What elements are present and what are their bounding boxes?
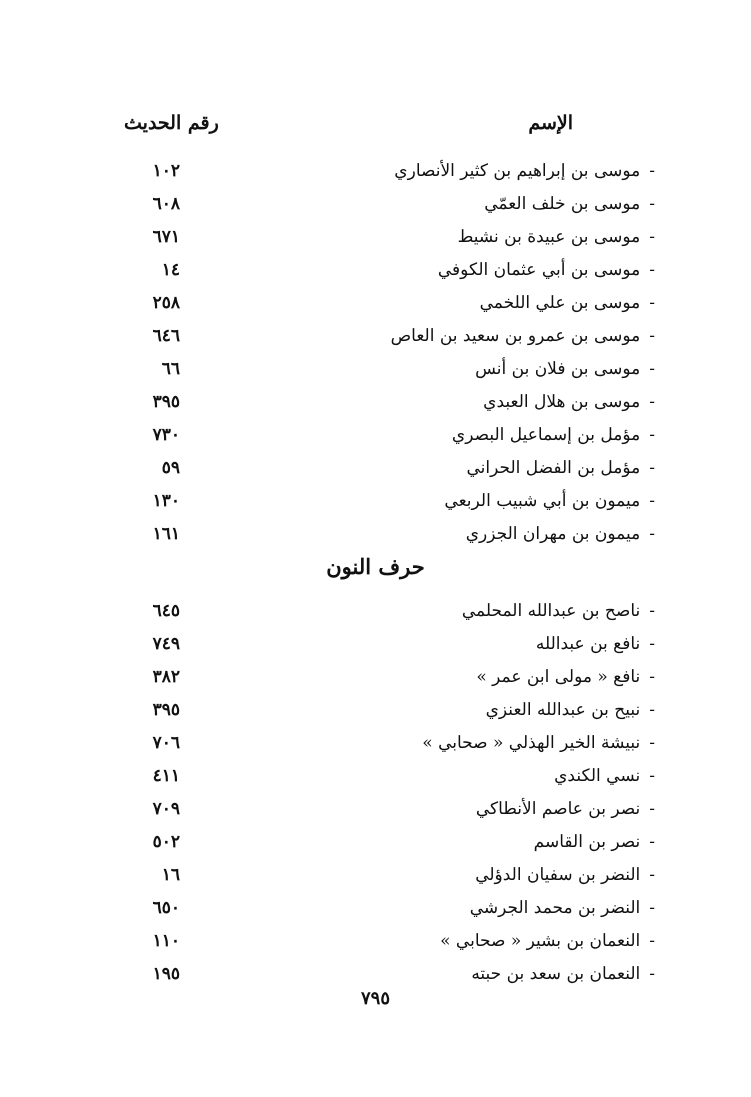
entry-number: ١٤ bbox=[161, 260, 180, 280]
entry-dash: - bbox=[649, 227, 655, 247]
entry-number: ٢٥٨ bbox=[152, 293, 180, 313]
list-item bbox=[0, 256, 751, 288]
entry-number: ١١٠ bbox=[152, 931, 180, 951]
entry-dash: - bbox=[649, 865, 655, 885]
entry-name: نسي الكندي bbox=[554, 766, 641, 786]
entry-number: ٣٨٢ bbox=[152, 667, 180, 687]
entry-dash: - bbox=[649, 700, 655, 720]
entry-number: ٦٧١ bbox=[152, 227, 180, 247]
list-item bbox=[0, 157, 751, 189]
section-title: حرف النون bbox=[326, 554, 425, 579]
entry-dash: - bbox=[649, 766, 655, 786]
entry-dash: - bbox=[649, 425, 655, 445]
entry-name: نصر بن القاسم bbox=[533, 832, 641, 852]
entry-dash: - bbox=[649, 931, 655, 951]
list-item bbox=[0, 894, 751, 926]
entry-dash: - bbox=[649, 898, 655, 918]
list-item bbox=[0, 762, 751, 794]
entry-number: ٦٥٠ bbox=[152, 898, 180, 918]
list-item bbox=[0, 927, 751, 959]
entry-dash: - bbox=[649, 733, 655, 753]
entry-dash: - bbox=[649, 634, 655, 654]
entry-number: ١٦١ bbox=[152, 524, 180, 544]
entry-dash: - bbox=[649, 491, 655, 511]
entry-name: ميمون بن مهران الجزري bbox=[465, 524, 641, 544]
entry-number: ١٣٠ bbox=[152, 491, 180, 511]
entry-name: مؤمل بن إسماعيل البصري bbox=[451, 425, 641, 445]
entry-number: ٦٠٨ bbox=[152, 194, 180, 214]
entry-number: ١٠٢ bbox=[152, 161, 180, 181]
entry-number: ٧٠٩ bbox=[152, 799, 180, 819]
entry-name: موسى بن عمرو بن سعيد بن العاص bbox=[390, 326, 641, 346]
entry-name: موسى بن إبراهيم بن كثير الأنصاري bbox=[394, 161, 641, 181]
list-item bbox=[0, 597, 751, 629]
entry-number: ٥٠٢ bbox=[152, 832, 180, 852]
entry-name: موسى بن خلف العمّي bbox=[484, 194, 641, 214]
name-column-header: الإسم bbox=[528, 112, 573, 134]
list-item bbox=[0, 630, 751, 662]
list-item bbox=[0, 520, 751, 552]
entry-number: ٦٤٥ bbox=[152, 601, 180, 621]
entry-name: ناصح بن عبدالله المحلمي bbox=[461, 601, 641, 621]
list-item bbox=[0, 487, 751, 519]
page-number: ٧٩٥ bbox=[360, 988, 390, 1009]
entry-name: ميمون بن أبي شبيب الربعي bbox=[444, 491, 641, 511]
list-item bbox=[0, 388, 751, 420]
entry-number: ٤١١ bbox=[152, 766, 180, 786]
entry-number: ٣٩٥ bbox=[152, 392, 180, 412]
entry-number: ٦٦ bbox=[161, 359, 180, 379]
entry-number: ٧٣٠ bbox=[152, 425, 180, 445]
entry-dash: - bbox=[649, 392, 655, 412]
entry-name: موسى بن علي اللخمي bbox=[479, 293, 641, 313]
list-item bbox=[0, 696, 751, 728]
entry-name: مؤمل بن الفضل الحراني bbox=[466, 458, 641, 478]
list-item bbox=[0, 795, 751, 827]
entry-name: النعمان بن بشير « صحابي » bbox=[440, 931, 641, 951]
entry-dash: - bbox=[649, 601, 655, 621]
entry-name: نبيح بن عبدالله العنزي bbox=[485, 700, 641, 720]
entry-number: ٧٤٩ bbox=[152, 634, 180, 654]
list-item bbox=[0, 828, 751, 860]
entry-number: ٦٤٦ bbox=[152, 326, 180, 346]
entry-name: النضر بن سفيان الدؤلي bbox=[475, 865, 641, 885]
list-item bbox=[0, 421, 751, 453]
list-item bbox=[0, 663, 751, 695]
entry-dash: - bbox=[649, 293, 655, 313]
list-item bbox=[0, 355, 751, 387]
list-item bbox=[0, 861, 751, 893]
entry-name: موسى بن عبيدة بن نشيط bbox=[457, 227, 641, 247]
entry-number: ٥٩ bbox=[161, 458, 180, 478]
hadith-number-column-header: رقم الحديث bbox=[124, 112, 219, 134]
entry-name: نبيشة الخير الهذلي « صحابي » bbox=[422, 733, 641, 753]
list-item bbox=[0, 223, 751, 255]
entry-dash: - bbox=[649, 194, 655, 214]
entry-number: ١٦ bbox=[161, 865, 180, 885]
entry-dash: - bbox=[649, 667, 655, 687]
entry-number: ٧٠٦ bbox=[152, 733, 180, 753]
list-item bbox=[0, 322, 751, 354]
entry-dash: - bbox=[649, 964, 655, 984]
entry-name: نافع بن عبدالله bbox=[535, 634, 641, 654]
entry-name: موسى بن فلان بن أنس bbox=[475, 359, 641, 379]
entry-dash: - bbox=[649, 260, 655, 280]
list-item bbox=[0, 729, 751, 761]
list-item bbox=[0, 190, 751, 222]
entry-name: نصر بن عاصم الأنطاكي bbox=[475, 799, 641, 819]
list-item bbox=[0, 454, 751, 486]
entry-dash: - bbox=[649, 832, 655, 852]
entry-dash: - bbox=[649, 524, 655, 544]
entry-name: النضر بن محمد الجرشي bbox=[469, 898, 641, 918]
entry-name: النعمان بن سعد بن حبته bbox=[471, 964, 641, 984]
entry-dash: - bbox=[649, 359, 655, 379]
entry-dash: - bbox=[649, 161, 655, 181]
entry-name: نافع « مولى ابن عمر » bbox=[476, 667, 641, 687]
entry-dash: - bbox=[649, 458, 655, 478]
entry-dash: - bbox=[649, 326, 655, 346]
entry-name: موسى بن هلال العبدي bbox=[483, 392, 641, 412]
entry-number: ٣٩٥ bbox=[152, 700, 180, 720]
entry-name: موسى بن أبي عثمان الكوفي bbox=[437, 260, 641, 280]
list-item bbox=[0, 289, 751, 321]
entry-dash: - bbox=[649, 799, 655, 819]
entry-number: ١٩٥ bbox=[152, 964, 180, 984]
